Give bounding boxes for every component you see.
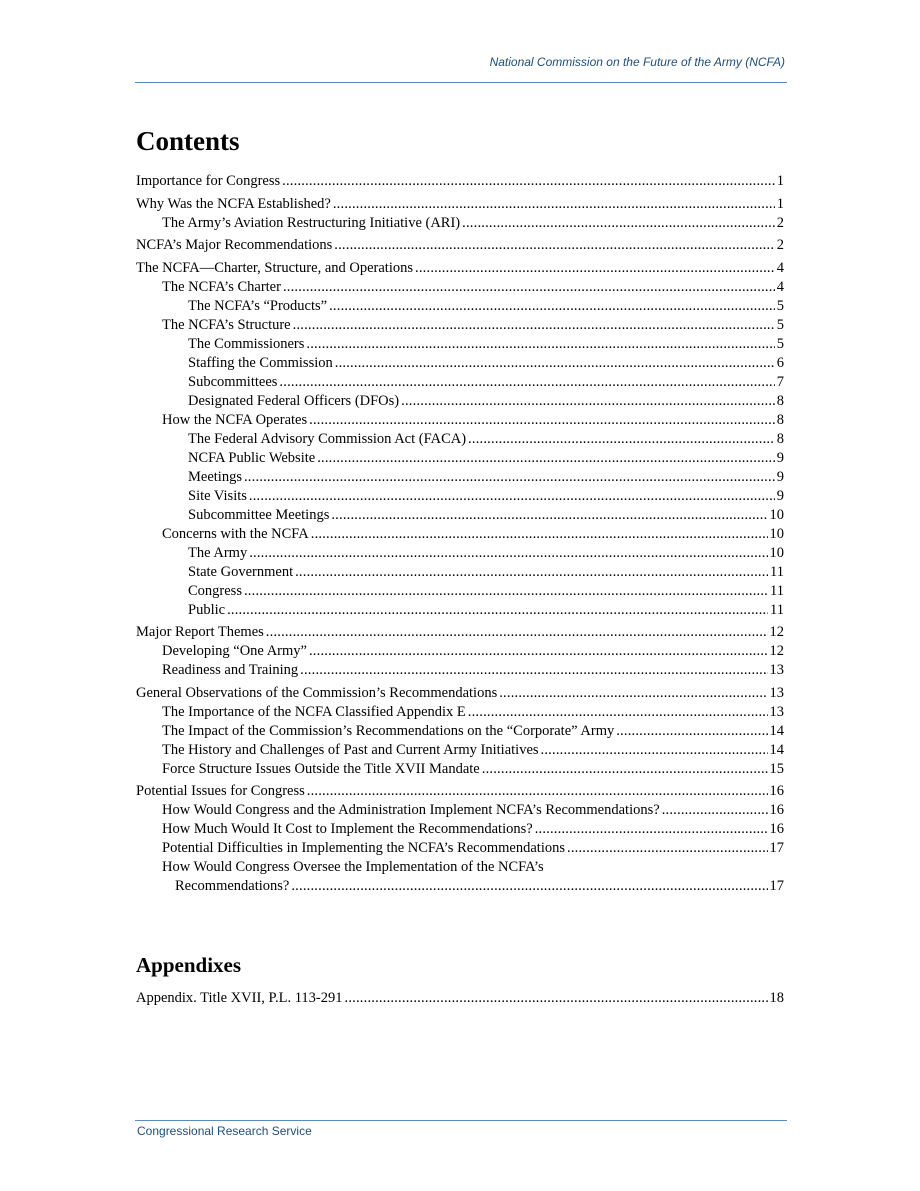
toc-entry-label: NCFA Public Website	[188, 449, 316, 466]
toc-page-number: 1	[776, 173, 784, 189]
toc-entry-label: Subcommittee Meetings	[188, 506, 330, 523]
dot-leader	[334, 236, 774, 255]
dot-leader	[227, 601, 768, 620]
toc-entry[interactable]	[136, 782, 784, 801]
toc-entry-label: Why Was the NCFA Established?	[136, 195, 331, 212]
toc-entry[interactable]	[136, 722, 784, 741]
toc-page-number: 8	[776, 430, 784, 447]
toc-page-number: 4	[776, 278, 784, 295]
toc-page-number: 18	[769, 990, 784, 1006]
toc-entry[interactable]	[136, 297, 784, 316]
toc-page-number: 14	[769, 722, 784, 739]
toc-entry-label: Meetings	[188, 468, 242, 485]
dot-leader	[499, 684, 767, 703]
toc-entry[interactable]	[136, 392, 784, 411]
toc-entry-label: Subcommittees	[188, 373, 278, 390]
appendixes-list	[136, 989, 784, 1008]
toc-entry[interactable]	[136, 411, 784, 430]
toc-entry[interactable]	[136, 354, 784, 373]
toc-entry-label: How Would Congress Oversee the Implementation of the NCFA’s	[162, 859, 544, 875]
toc-entry-label: How the NCFA Operates	[162, 411, 308, 428]
toc-entry[interactable]	[136, 741, 784, 760]
toc-entry[interactable]	[136, 544, 784, 563]
dot-leader	[329, 297, 775, 316]
toc-entry-label: The NCFA’s “Products”	[188, 297, 328, 314]
toc-entry-label: Developing “One Army”	[162, 643, 307, 659]
toc-page-number: 1	[776, 195, 784, 212]
toc-page-number: 4	[776, 259, 784, 276]
toc-entry[interactable]	[136, 601, 784, 620]
toc-page-number: 13	[769, 703, 784, 720]
toc-page-number: 11	[770, 582, 784, 599]
toc-entry[interactable]	[136, 563, 784, 582]
toc-entry-label: The Army’s Aviation Restructuring Initiative (ARI)	[162, 214, 461, 231]
toc-page-number: 16	[769, 783, 784, 799]
dot-leader	[331, 506, 767, 525]
toc-entry[interactable]	[136, 214, 784, 233]
toc-entry[interactable]	[136, 703, 784, 722]
toc-entry[interactable]	[136, 820, 784, 839]
toc-page-number: 8	[776, 411, 784, 428]
toc-entry[interactable]	[136, 582, 784, 601]
toc-entry[interactable]	[136, 335, 784, 354]
toc-entry-label: General Observations of the Commission’s Recommendations	[136, 684, 498, 701]
toc-page-number: 2	[776, 214, 784, 231]
dot-leader	[307, 782, 768, 801]
dot-leader	[309, 642, 768, 661]
dot-leader	[283, 278, 775, 297]
dot-leader	[244, 468, 775, 487]
toc-entry-label: Force Structure Issues Outside the Title XVII Mandate	[162, 760, 480, 777]
dot-leader	[309, 411, 775, 430]
dot-leader	[293, 316, 775, 335]
dot-leader	[300, 661, 767, 680]
toc-entry[interactable]	[136, 877, 784, 896]
dot-leader	[415, 259, 775, 278]
toc-page-number: 5	[776, 316, 784, 333]
toc-entry[interactable]	[136, 623, 784, 642]
toc-page-number: 14	[769, 741, 784, 758]
toc-entry-label: Importance for Congress	[136, 173, 281, 189]
toc-entry[interactable]	[136, 278, 784, 297]
toc-entry-label: The NCFA’s Structure	[162, 316, 291, 333]
toc-entry[interactable]	[136, 858, 784, 877]
toc-entry[interactable]	[136, 642, 784, 661]
toc-entry[interactable]	[136, 195, 784, 214]
dot-leader	[266, 623, 768, 642]
dot-leader	[282, 172, 775, 191]
toc-page-number: 12	[769, 643, 784, 659]
appendixes-title: Appendixes	[136, 953, 242, 977]
dot-leader	[345, 989, 768, 1008]
toc-entry[interactable]	[136, 449, 784, 468]
toc-entry[interactable]	[136, 801, 784, 820]
toc-entry-label: The NCFA’s Charter	[162, 278, 281, 295]
dot-leader	[482, 760, 768, 779]
toc-entry-label: How Would Congress and the Administration Implement NCFA’s Recommendations?	[162, 802, 660, 818]
toc-page-number: 11	[770, 563, 784, 580]
dot-leader	[249, 544, 767, 563]
toc-entry[interactable]	[136, 506, 784, 525]
toc-entry[interactable]	[136, 684, 784, 703]
dot-leader	[244, 582, 768, 601]
toc-entry[interactable]	[136, 259, 784, 278]
toc-page-number: 13	[769, 662, 784, 678]
toc-entry[interactable]	[136, 430, 784, 449]
toc-entry[interactable]	[136, 661, 784, 680]
toc-entry[interactable]	[136, 316, 784, 335]
toc-entry[interactable]	[136, 760, 784, 779]
toc-page-number: 16	[769, 802, 784, 818]
toc-entry-label: Potential Issues for Congress	[136, 783, 305, 799]
toc-page-number: 5	[776, 335, 784, 352]
table-of-contents	[136, 172, 784, 896]
toc-page-number: 7	[776, 373, 784, 390]
toc-entry-label: Designated Federal Officers (DFOs)	[188, 392, 400, 409]
toc-page-number: 17	[769, 840, 784, 856]
dot-leader	[291, 877, 767, 896]
dot-leader	[468, 430, 775, 449]
toc-entry-label: The Impact of the Commission’s Recommendations on the “Corporate” Army	[162, 722, 615, 739]
toc-entry-label: The Army	[188, 544, 248, 561]
toc-page-number: 9	[776, 449, 784, 466]
dot-leader	[306, 335, 774, 354]
toc-page-number: 15	[769, 760, 784, 777]
toc-entry[interactable]	[136, 839, 784, 858]
toc-entry-label: The NCFA—Charter, Structure, and Operations	[136, 259, 414, 276]
toc-entry[interactable]	[136, 373, 784, 392]
footer-rule	[135, 1120, 787, 1121]
toc-page-number: 10	[769, 506, 784, 523]
toc-entry[interactable]	[136, 468, 784, 487]
header-rule	[135, 82, 787, 83]
running-header: National Commission on the Future of the Army (NCFA)	[489, 55, 785, 69]
toc-entry[interactable]	[136, 989, 784, 1008]
dot-leader	[468, 703, 768, 722]
toc-entry-label: The Commissioners	[188, 335, 305, 352]
dot-leader	[616, 722, 767, 741]
toc-page-number: 10	[769, 525, 784, 542]
dot-leader	[462, 214, 775, 233]
toc-page-number: 5	[776, 297, 784, 314]
toc-page-number: 12	[769, 624, 784, 640]
toc-entry-label: State Government	[188, 563, 294, 580]
dot-leader	[335, 354, 775, 373]
toc-page-number: 11	[770, 601, 784, 618]
dot-leader	[249, 487, 775, 506]
dot-leader	[662, 801, 768, 820]
toc-entry[interactable]	[136, 236, 784, 255]
toc-entry-label: The Importance of the NCFA Classified Appendix E	[162, 703, 466, 720]
toc-entry-label: Appendix. Title XVII, P.L. 113-291	[136, 990, 343, 1006]
toc-page-number: 16	[769, 821, 784, 837]
toc-entry-label: Recommendations?	[175, 878, 290, 894]
toc-entry-label: NCFA’s Major Recommendations	[136, 237, 333, 253]
dot-leader	[333, 195, 775, 214]
dot-leader	[567, 839, 768, 858]
toc-entry-label: Potential Difficulties in Implementing the NCFA’s Recommendations	[162, 840, 565, 856]
toc-entry-label: Staffing the Commission	[188, 354, 333, 371]
toc-page-number: 17	[769, 878, 784, 894]
dot-leader	[535, 820, 768, 839]
toc-entry-label: The History and Challenges of Past and Current Army Initiatives	[162, 741, 539, 758]
toc-entry-label: How Much Would It Cost to Implement the Recommendations?	[162, 821, 533, 837]
toc-entry[interactable]	[136, 487, 784, 506]
toc-page-number: 10	[769, 544, 784, 561]
toc-page-number: 8	[776, 392, 784, 409]
toc-entry-label: Major Report Themes	[136, 624, 264, 640]
dot-leader	[541, 741, 768, 760]
page-title: Contents	[136, 126, 240, 156]
toc-entry-label: Readiness and Training	[162, 662, 299, 678]
footer-text: Congressional Research Service	[137, 1124, 312, 1138]
toc-page-number: 9	[776, 468, 784, 485]
toc-page-number: 6	[776, 354, 784, 371]
toc-entry-label: Concerns with the NCFA	[162, 525, 309, 542]
dot-leader	[295, 563, 768, 582]
toc-entry[interactable]	[136, 172, 784, 191]
toc-entry-label: Site Visits	[188, 487, 247, 504]
toc-page-number: 2	[776, 237, 784, 253]
dot-leader	[279, 373, 774, 392]
toc-entry-label: Public	[188, 601, 226, 618]
dot-leader	[401, 392, 775, 411]
toc-page-number: 9	[776, 487, 784, 504]
toc-entry-label: Congress	[188, 582, 242, 599]
dot-leader	[311, 525, 768, 544]
toc-entry-label: The Federal Advisory Commission Act (FACA)	[188, 430, 467, 447]
toc-page-number: 13	[769, 684, 784, 701]
dot-leader	[317, 449, 775, 468]
toc-entry[interactable]	[136, 525, 784, 544]
